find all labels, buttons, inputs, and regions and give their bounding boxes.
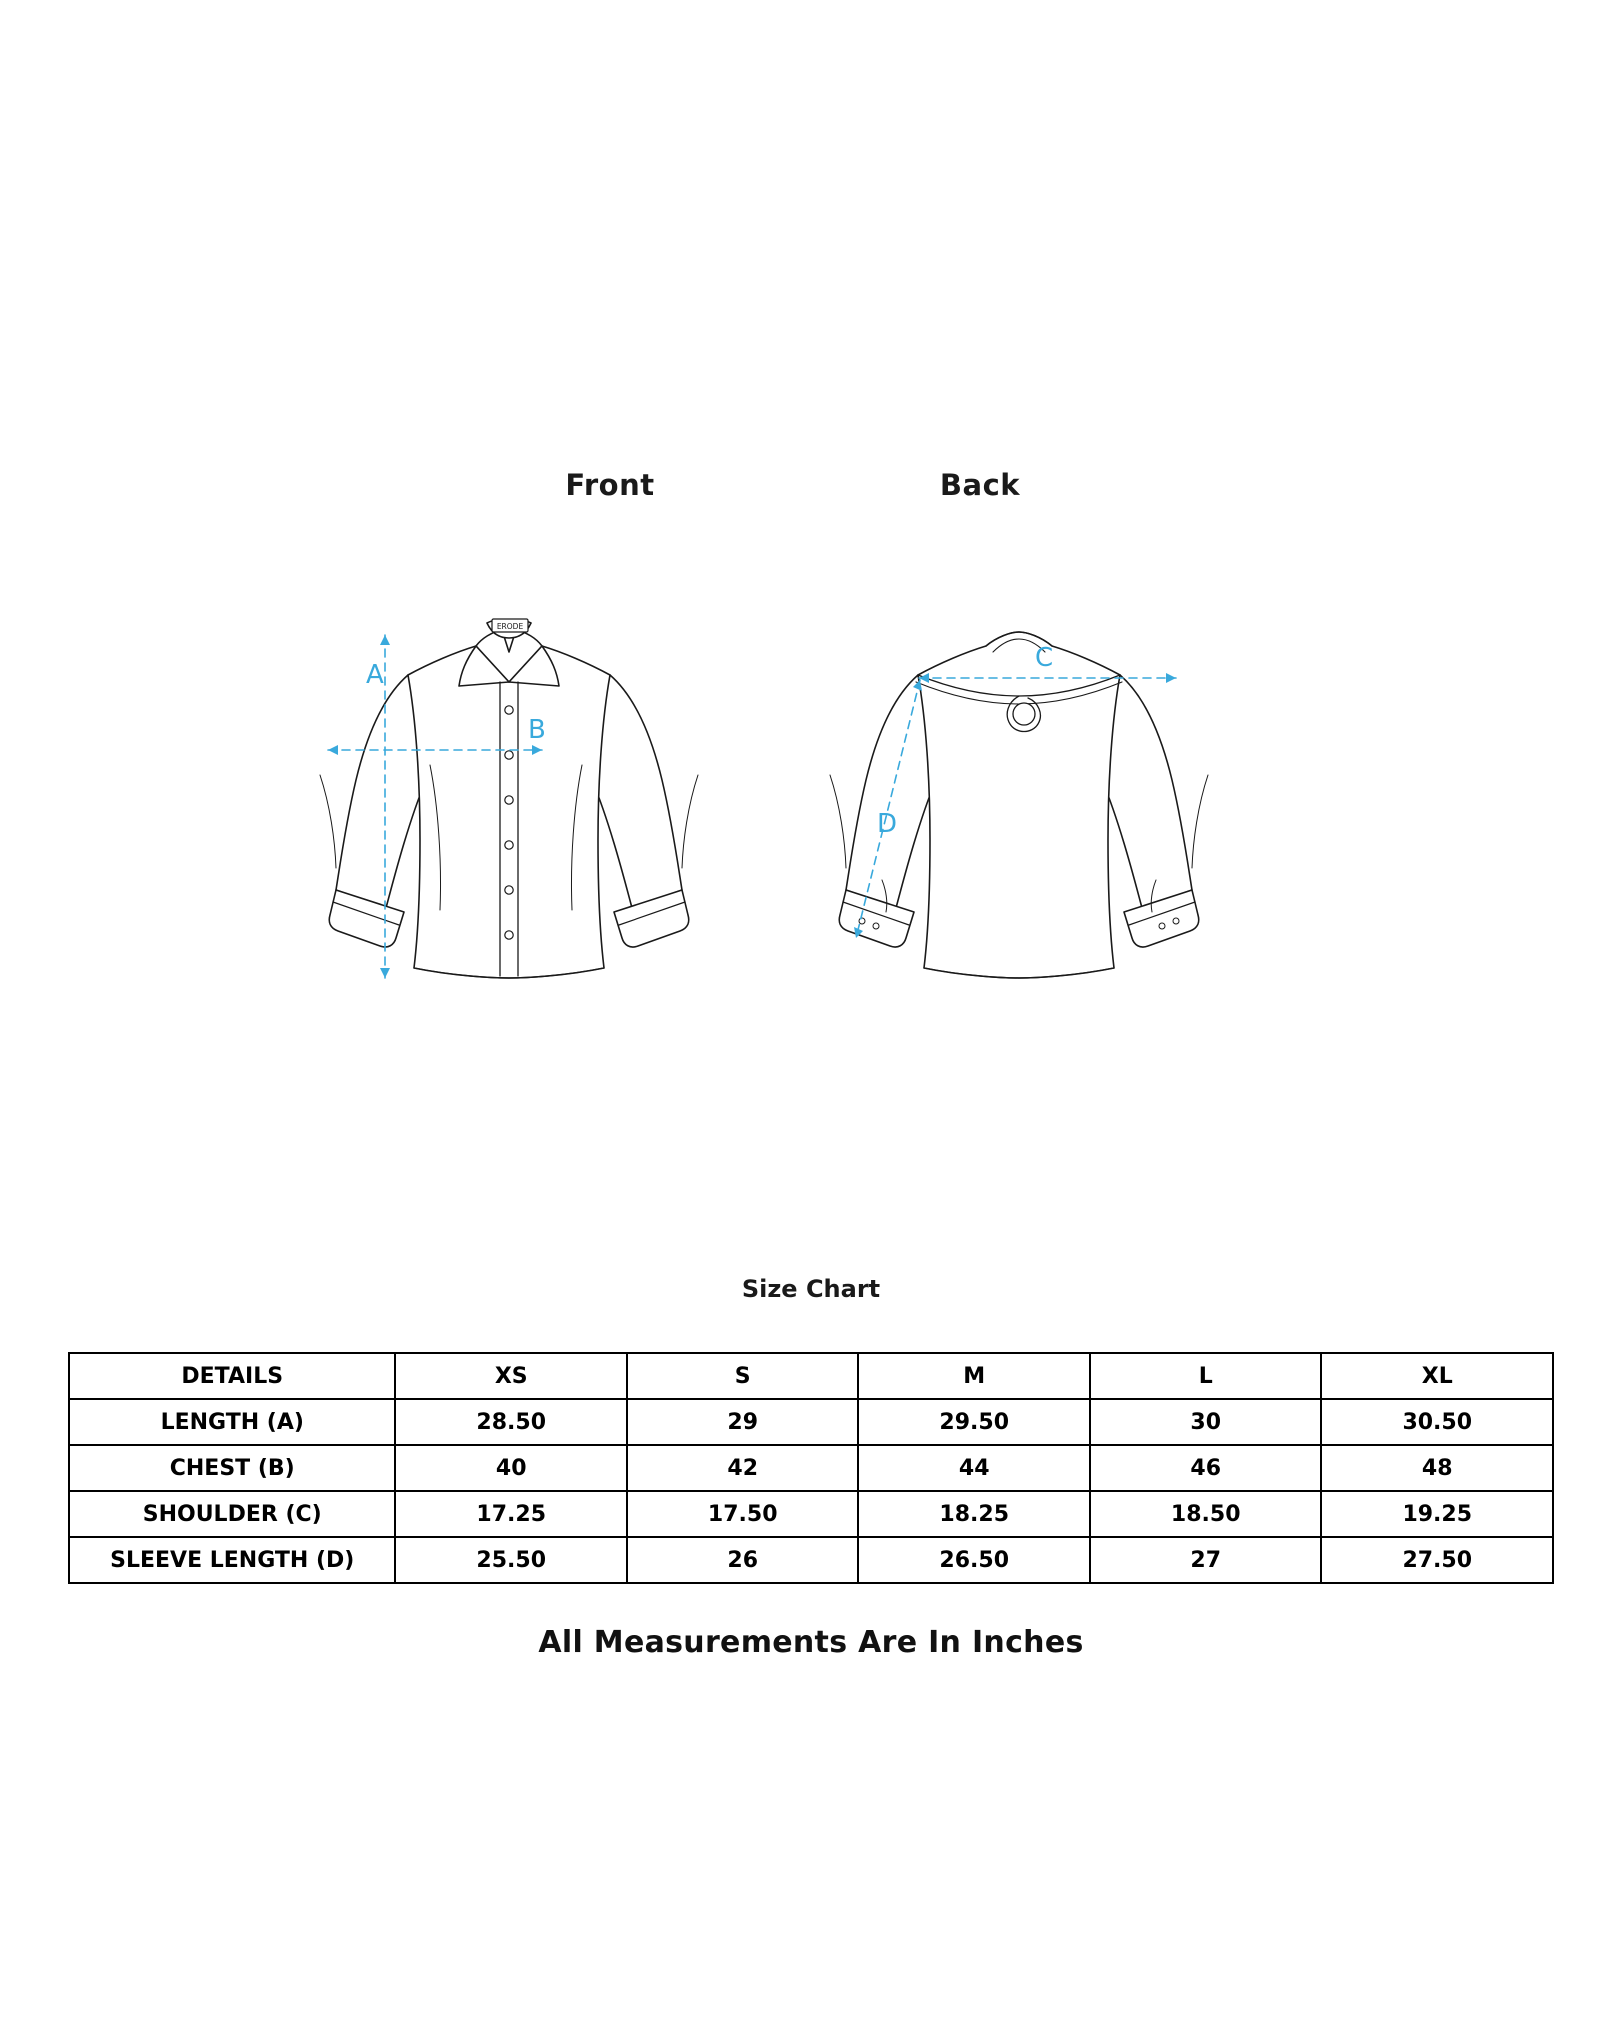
garment-illustrations: [280, 590, 1340, 1120]
table-cell: 19.25: [1321, 1491, 1553, 1537]
table-header-cell: M: [858, 1353, 1090, 1399]
table-header-cell: L: [1090, 1353, 1322, 1399]
table-row: [69, 1491, 1553, 1537]
row-label: SLEEVE LENGTH (D): [69, 1537, 395, 1583]
table-cell: 18.50: [1090, 1491, 1322, 1537]
table-cell: 28.50: [395, 1399, 627, 1445]
table-cell: 42: [627, 1445, 859, 1491]
back-shirt-drawing: [830, 632, 1208, 978]
table-header-cell: S: [627, 1353, 859, 1399]
table-row: [69, 1537, 1553, 1583]
table-cell: 27.50: [1321, 1537, 1553, 1583]
back-view-label: Back: [939, 468, 1021, 502]
table-cell: 30: [1090, 1399, 1322, 1445]
table-row: [69, 1399, 1553, 1445]
front-view-label: Front: [565, 468, 655, 502]
table-cell: 29.50: [858, 1399, 1090, 1445]
measure-letter-a: A: [366, 660, 384, 690]
table-cell: 30.50: [1321, 1399, 1553, 1445]
table-header-cell: DETAILS: [69, 1353, 395, 1399]
table-cell: 18.25: [858, 1491, 1090, 1537]
table-cell: 26: [627, 1537, 859, 1583]
table-cell: 44: [858, 1445, 1090, 1491]
table-cell: 40: [395, 1445, 627, 1491]
table-cell: 27: [1090, 1537, 1322, 1583]
table-cell: 29: [627, 1399, 859, 1445]
measure-letter-c: C: [1035, 643, 1054, 673]
measurement-units-note: All Measurements Are In Inches: [538, 1625, 1084, 1660]
table-cell: 17.25: [395, 1491, 627, 1537]
size-chart-title: Size Chart: [741, 1275, 881, 1303]
size-chart-table: [68, 1352, 1554, 1584]
svg-text:ERODE: ERODE: [496, 622, 524, 631]
row-label: CHEST (B): [69, 1445, 395, 1491]
table-header-cell: XL: [1321, 1353, 1553, 1399]
table-cell: 26.50: [858, 1537, 1090, 1583]
row-label: SHOULDER (C): [69, 1491, 395, 1537]
table-header-row: [69, 1353, 1553, 1399]
measure-letter-d: D: [877, 809, 898, 839]
measure-letter-b: B: [528, 715, 546, 745]
table-cell: 46: [1090, 1445, 1322, 1491]
size-chart-table-wrapper: [68, 1352, 1554, 1584]
table-cell: 48: [1321, 1445, 1553, 1491]
table-cell: 25.50: [395, 1537, 627, 1583]
table-cell: 17.50: [627, 1491, 859, 1537]
table-header-cell: XS: [395, 1353, 627, 1399]
table-row: [69, 1445, 1553, 1491]
row-label: LENGTH (A): [69, 1399, 395, 1445]
